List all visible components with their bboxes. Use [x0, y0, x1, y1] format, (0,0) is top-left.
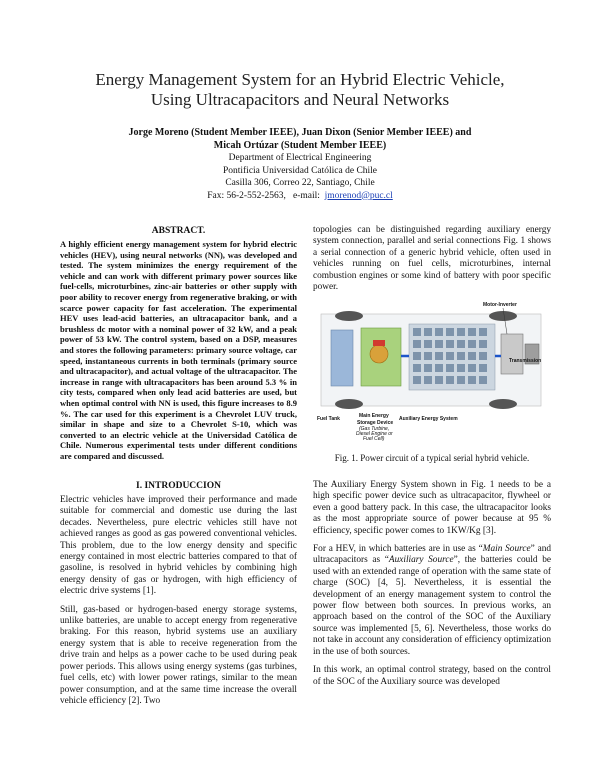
- email-link[interactable]: jmorenod@puc.cl: [324, 190, 393, 201]
- right-paragraph-4: In this work, an optimal control strategy, based on the control of the SOC of the Auxiliary source was developed: [313, 665, 551, 687]
- hybrid-vehicle-diagram: [313, 300, 551, 442]
- engine-top-shape: [373, 340, 385, 346]
- label-transmission: Transmission: [509, 358, 542, 364]
- rear-left-wheel: [335, 399, 363, 409]
- label-main-energy-3: (Gas Turbine,: [359, 426, 390, 432]
- affil-univ: Pontificia Universidad Católica de Chile: [222, 165, 378, 176]
- label-motor-inverter: Motor-Inverter: [483, 302, 517, 308]
- right-paragraph-3: [313, 544, 551, 658]
- abstract-text: A highly efficient energy management system for hybrid electric vehicles (HEV), using neural networks (NN), was developed and tested. The system minimizes the energy requirement of the vehicle and can work with different primary power sources like fuel-cells, microturbines, zinc-air batteries or other supply with poor ability to recover energy from regenerative braking, or with scarce power capacity for fast acceleration. The experimental HEV uses lead-acid batteries, an ultracapacitor bank, and a brushless dc motor with a nominal power of 32 kW, and a peak power of 53 kW. The control system, based on a DSP, measures and stores the following parameters: primary source voltage, car speed, instantaneous currents in both terminals (primary source and ultracapacitor), and actual voltage of the ultracapacitor. The increase in range with ultracapacitors has been around 5.3 % in city tests, compared when only lead acid batteries are used, but when optimal control with NN is used, this figure increases to 8.9 %. The car used for this experiment is a Chevrolet LUV truck, similar in shape and size to a Chevrolet S-10, which was converted to an electric vehicle at the Universidad Católica de Chile. Numerous experimental tests under different conditions are compared and discussed.: [60, 239, 297, 461]
- authors: [60, 126, 540, 152]
- label-auxiliary: Auxiliary Energy System: [399, 416, 458, 422]
- p3-part-a: For a HEV, in which batteries are in use as “: [313, 544, 483, 555]
- title-line-2: Using Ultracapacitors and Neural Networks: [150, 90, 450, 109]
- abstract-heading: ABSTRACT.: [151, 226, 206, 236]
- motor-inverter-shape: [501, 334, 523, 374]
- p3-main-source: Main Source: [482, 544, 531, 555]
- label-main-energy-1: Main Energy: [359, 413, 389, 419]
- affil-fax: Fax: 56-2-552-2563, e-mail:: [207, 190, 325, 201]
- affiliation: [100, 152, 500, 202]
- engine-shape: [370, 345, 388, 363]
- intro-body: [60, 495, 297, 714]
- figure-caption: Fig. 1. Power circuit of a typical serial hybrid vehicle.: [334, 453, 530, 463]
- right-paragraph-2: The Auxiliary Energy System shown in Fig. 1 needs to be a high specific power device such as ultracapacitor, flywheel or even a good battery pack. In this case, the ultracapacitor looks as the most appropriate source of power because at 95 % efficiency, specific power comes to 1KW/Kg [3].: [313, 480, 551, 536]
- affil-contact: [100, 190, 500, 203]
- intro-heading: I. INTRODUCCION: [136, 481, 221, 491]
- authors-line-1: Jorge Moreno (Student Member IEEE), Juan Dixon (Senior Member IEEE) and: [128, 127, 472, 138]
- affil-address: Casilla 306, Correo 22, Santiago, Chile: [225, 178, 375, 188]
- intro-paragraph-1: Electric vehicles have improved their performance and made suitable for commercial and domestic use during the last decades. Nevertheless, pure electric vehicles still have not achieved ranges as good as gas powered conventional vehicles. This problem, due to the low energy density and specific energy contained in most electric batteries compared to that of gasoline, is resolved in hybrid vehicles by combining high energy density of gas or hydrogen, with high efficiency of electric drive systems [1].: [60, 495, 297, 597]
- fuel-tank-shape: [331, 330, 353, 386]
- rear-right-wheel: [489, 399, 517, 409]
- label-main-energy-4: Diesel Engine or: [356, 431, 393, 437]
- right-paragraph-1: topologies can be distinguished regarding auxiliary energy system connection, parallel and serial connections Fig. 1 shows a serial connection of a generic hybrid vehicle, often used in vehicles running on fuel cells, microturbines, internal combustion engines or some kind of battery with poor specific power.: [313, 225, 551, 293]
- authors-line-2: Micah Ortúzar (Student Member IEEE): [213, 140, 387, 151]
- label-main-energy-2: Storage Device: [357, 420, 394, 426]
- right-body: [313, 480, 551, 695]
- label-main-energy-5: Fuel Cell): [363, 436, 385, 442]
- affil-dept: Department of Electrical Engineering: [228, 153, 372, 163]
- auxiliary-cells: [409, 324, 495, 390]
- p3-aux-source: Auxiliary Source: [388, 555, 454, 566]
- p3-part-c: ”, the batteries could be used with an extended range of operation with the same state of charge (SOC) [4, 5]. Nevertheless, it is essential the development of an energy management system to control the power flow between both sources. In previous works, an approach based on the control of the SOC of the Auxiliary source was implemented [5, 6]. Nevertheless, those works do not take in account any consideration of efficiency optimization in the use of both sources.: [313, 555, 551, 657]
- front-right-wheel: [489, 311, 517, 321]
- front-left-wheel: [335, 311, 363, 321]
- title-line-1: Energy Management System for an Hybrid Electric Vehicle,: [95, 70, 505, 89]
- figure-1: [313, 300, 551, 442]
- paper-title: [40, 70, 560, 110]
- label-fuel-tank: Fuel Tank: [317, 416, 340, 422]
- p3-part-b: ” and ultracapacitors as “: [313, 544, 552, 566]
- intro-paragraph-2: Still, gas-based or hydrogen-based energy storage systems, unlike batteries, are unable to accept energy from regenerative braking. For this reason, hybrid systems use an auxiliary energy system that is able to receive regeneration from the drive train and helps as a power cache to be used during peak power periods. This allows using energy systems (gas turbines, fuel cells, etc) with lower power ratings, similar to the mean power consumption, and at the same time increase the overall vehicle efficiency [2]. Two: [60, 604, 297, 706]
